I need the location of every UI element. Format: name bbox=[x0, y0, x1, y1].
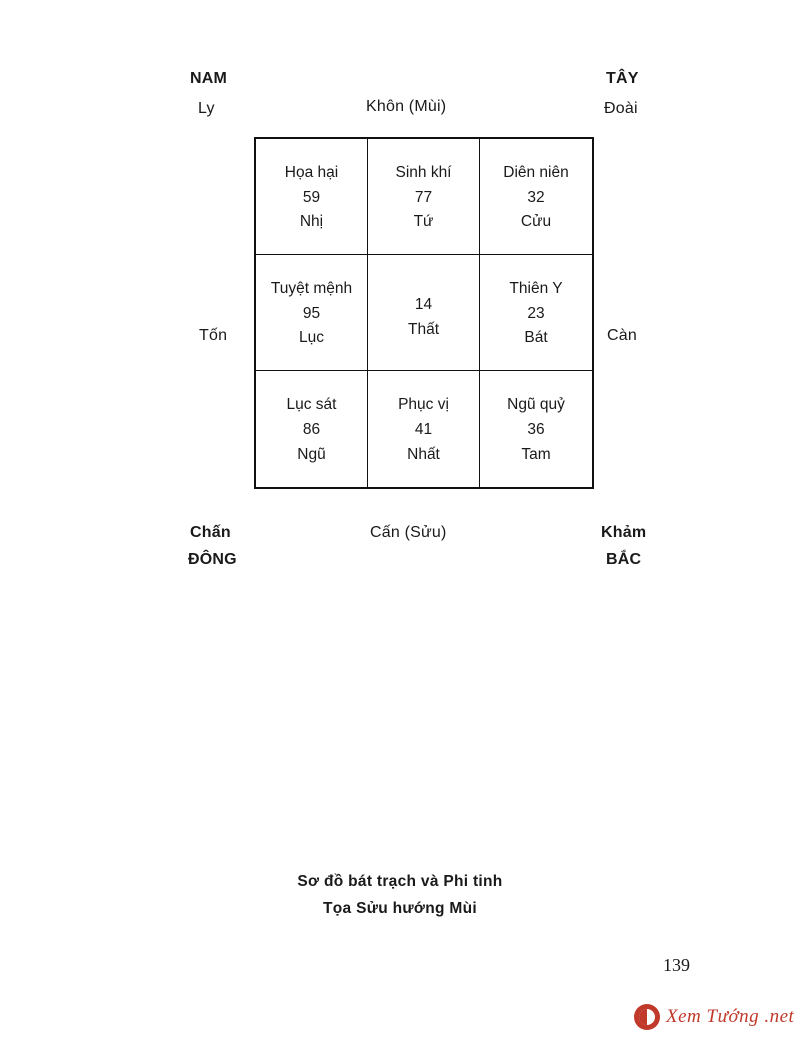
direction-label-ly: Ly bbox=[198, 100, 215, 117]
watermark bbox=[634, 1000, 795, 1034]
grid-cell bbox=[368, 139, 480, 255]
cell-number: 36 bbox=[527, 421, 545, 439]
cell-name: Họa hại bbox=[284, 163, 339, 181]
direction-label-nam: NAM bbox=[190, 70, 228, 87]
grid-cell bbox=[256, 371, 368, 487]
figure-caption bbox=[0, 868, 800, 922]
cell-name: Sinh khí bbox=[395, 163, 452, 181]
direction-label-can-kien: Càn bbox=[607, 327, 637, 344]
watermark-text: Xem Tướng .net bbox=[666, 1006, 795, 1027]
cell-name: Diên niên bbox=[503, 163, 569, 181]
cell-number: 14 bbox=[414, 295, 433, 313]
grid-cell bbox=[256, 255, 368, 371]
grid-cell-center bbox=[368, 255, 480, 371]
cell-number: 41 bbox=[414, 421, 433, 439]
cell-name: Phục vị bbox=[398, 396, 449, 414]
direction-label-bac: BẮC bbox=[606, 551, 642, 568]
cell-name: Lục sát bbox=[286, 396, 337, 414]
direction-label-doai: Đoài bbox=[604, 100, 638, 117]
cell-star: Nhị bbox=[299, 213, 324, 231]
direction-label-tay: TÂY bbox=[606, 70, 639, 87]
cell-star: Lục bbox=[299, 329, 324, 347]
cell-name: Ngũ quỷ bbox=[507, 396, 565, 414]
cell-number: 32 bbox=[527, 188, 545, 206]
cell-number: 59 bbox=[302, 188, 321, 206]
direction-label-khon-mui: Khôn (Mùi) bbox=[366, 98, 447, 115]
page-number: 139 bbox=[663, 955, 690, 975]
direction-label-chan: Chấn bbox=[190, 524, 231, 541]
cell-star: Thất bbox=[407, 320, 439, 338]
cell-star: Tam bbox=[521, 445, 551, 463]
direction-label-kham: Khảm bbox=[601, 524, 647, 541]
direction-label-dong: ĐÔNG bbox=[188, 551, 237, 568]
grid-cell bbox=[480, 371, 592, 487]
cell-number: 77 bbox=[414, 188, 433, 206]
cell-number: 95 bbox=[302, 304, 321, 322]
cell-star: Ngũ bbox=[297, 445, 326, 463]
grid-cell bbox=[256, 139, 368, 255]
caption-line-2: Tọa Sửu hướng Mùi bbox=[323, 900, 477, 918]
cell-name: Tuyệt mệnh bbox=[270, 279, 353, 297]
direction-label-ton: Tốn bbox=[199, 327, 228, 344]
caption-line-1: Sơ đồ bát trạch và Phi tinh bbox=[297, 873, 503, 890]
direction-label-can-suu: Cấn (Sửu) bbox=[370, 524, 447, 541]
cell-star: Cửu bbox=[520, 213, 552, 231]
cell-star: Nhất bbox=[407, 445, 440, 463]
grid-cell bbox=[480, 255, 592, 371]
cell-star: Tứ bbox=[413, 213, 434, 231]
cell-number: 86 bbox=[302, 421, 321, 439]
cell-number: 23 bbox=[527, 304, 545, 322]
cell-name: Thiên Y bbox=[509, 279, 563, 297]
nine-palace-grid bbox=[254, 137, 594, 489]
cell-star: Bát bbox=[524, 329, 548, 347]
grid-cell bbox=[480, 139, 592, 255]
grid-cell bbox=[368, 371, 480, 487]
yin-yang-icon bbox=[634, 1004, 660, 1030]
